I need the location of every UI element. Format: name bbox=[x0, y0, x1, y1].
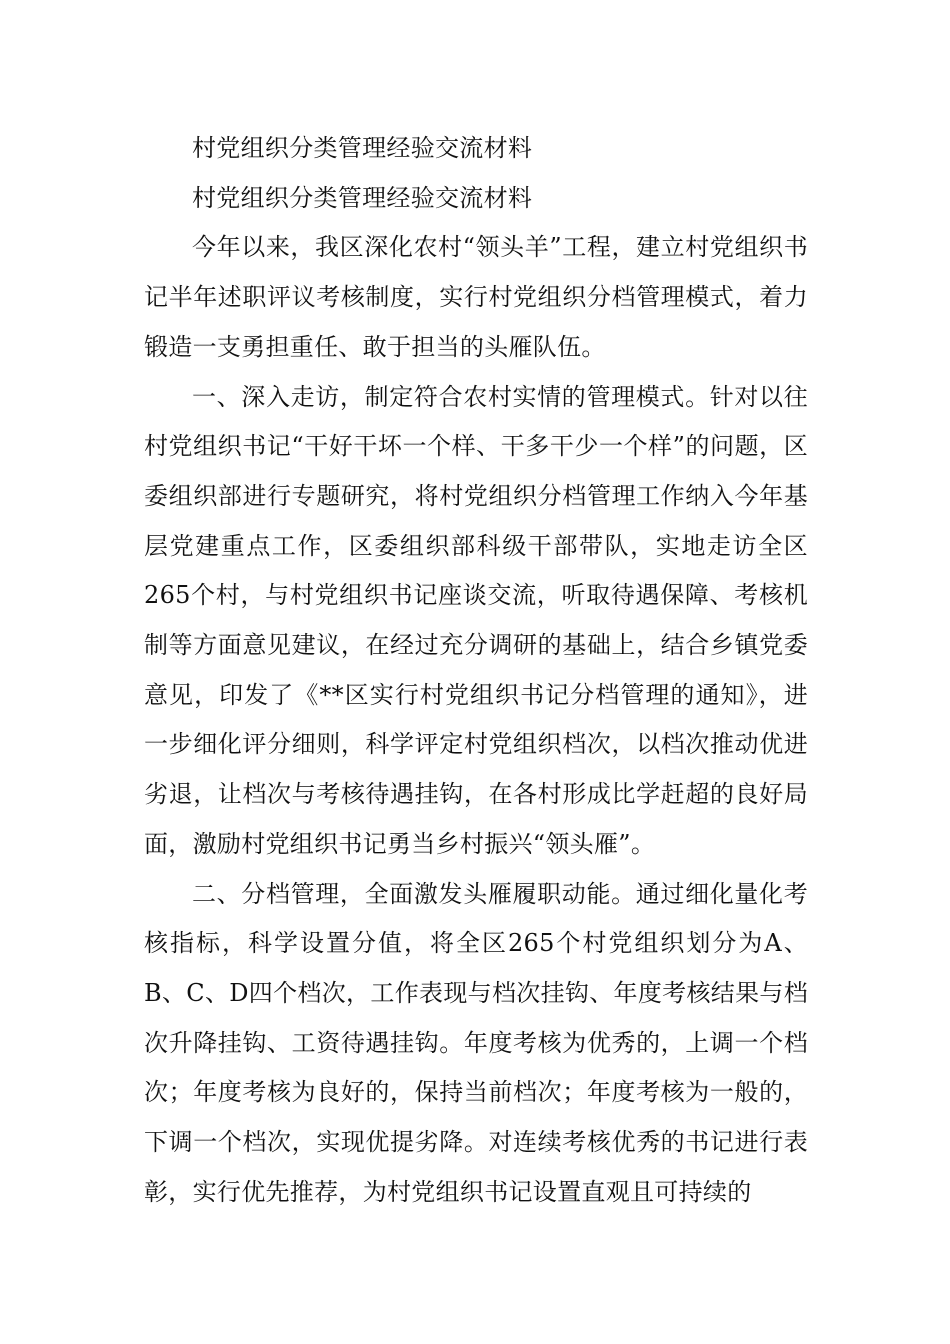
document-page bbox=[144, 124, 808, 1217]
document-title: 村党组织分类管理经验交流材料 bbox=[192, 134, 533, 162]
document-subtitle: 村党组织分类管理经验交流材料 bbox=[192, 183, 533, 212]
paragraph-intro: 今年以来，我区深化农村“领头羊”工程，建立村党组织书记半年述职评议考核制度，实行村党组织分档管理模式，着力锻造一支勇担重任、敢于担当的头雁队伍。 bbox=[144, 233, 808, 361]
paragraph-section-two: 二、分档管理，全面激发头雁履职动能。通过细化量化考核指标，科学设置分值，将全区265个村党组织划分为A、B、C、D四个档次，工作表现与档次挂钩、年度考核结果与档次升降挂钩、工资待遇挂钩。年度考核为优秀的，上调一个档次；年度考核为良好的，保持当前档次；年度考核为一般的，下调一个档次，实现优提劣降。对连续考核优秀的书记进行表彰，实行优先推荐，为村党组织书记设置直观且可持续的 bbox=[144, 879, 808, 1206]
paragraph-section-one: 一、深入走访，制定符合农村实情的管理模式。针对以往村党组织书记“干好干坏一个样、干多干少一个样”的问题，区委组织部进行专题研究，将村党组织分档管理工作纳入今年基层党建重点工作，区委组织部科级干部带队，实地走访全区265个村，与村党组织书记座谈交流，听取待遇保障、考核机制等方面意见建议，在经过充分调研的基础上，结合乡镇党委意见，印发了《**区实行村党组织书记分档管理的通知》，进一步细化评分细则，科学评定村党组织档次，以档次推动优进劣退，让档次与考核待遇挂钩，在各村形成比学赶超的良好局面，激励村党组织书记勇当乡村振兴“领头雁”。 bbox=[144, 382, 808, 858]
